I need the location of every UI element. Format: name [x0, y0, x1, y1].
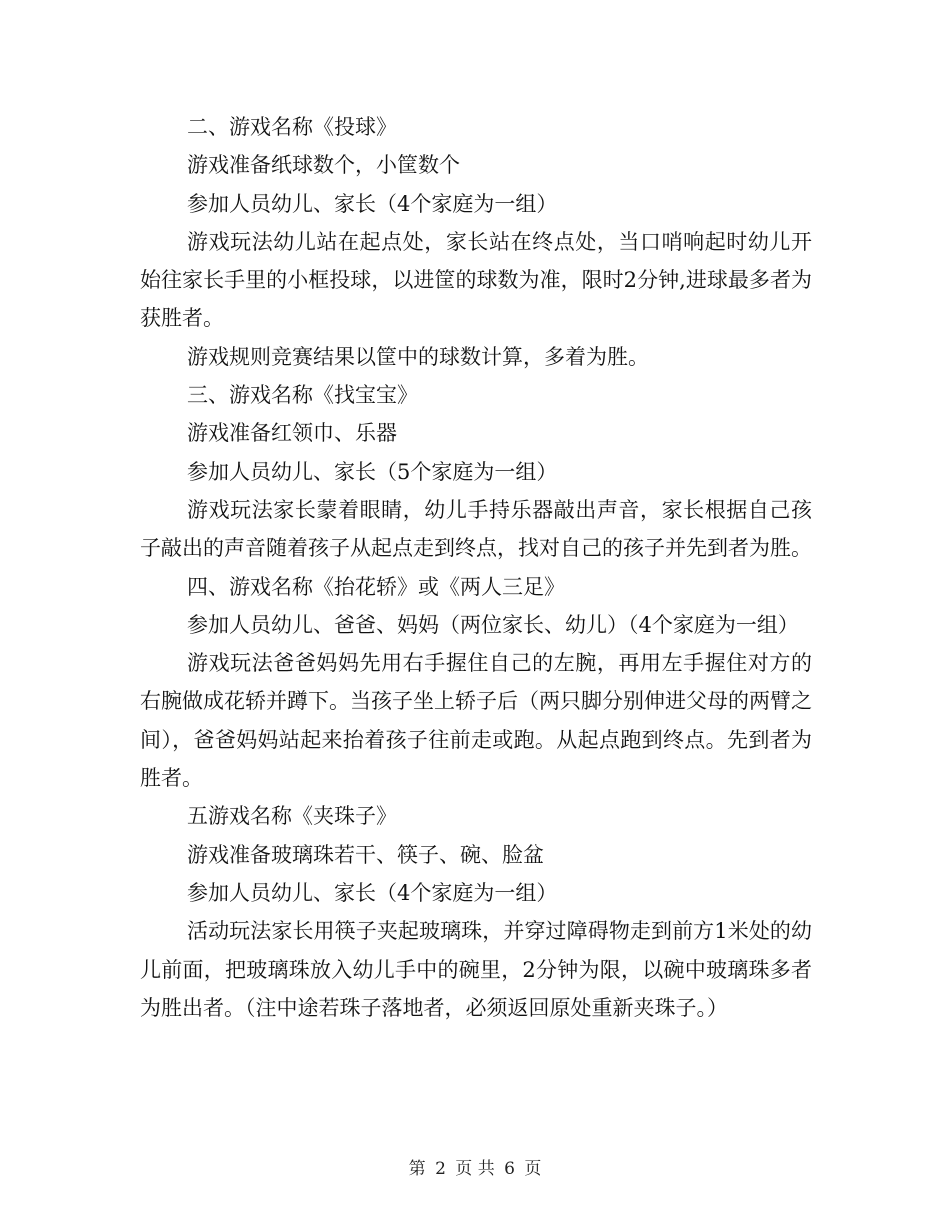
paragraph: 参加人员幼儿、家长（4个家庭为一组） — [187, 880, 558, 905]
paragraph: 游戏玩法幼儿站在起点处，家长站在终点处，当口哨响起时幼儿开始往家长手里的小框投球，以进筐的球数为准，限时2分钟,进球最多者为获胜者。 — [140, 229, 812, 331]
paragraph: 游戏规则竞赛结果以筐中的球数计算，多着为胜。 — [187, 344, 649, 369]
page-footer — [0, 1154, 950, 1179]
paragraph: 参加人员幼儿、爸爸、妈妈（两位家长、幼儿）（4个家庭为一组） — [187, 612, 799, 637]
paragraph: 参加人员幼儿、家长（5个家庭为一组） — [187, 459, 558, 484]
footer-page-number: 2 — [435, 1159, 446, 1179]
footer-prefix: 第 — [408, 1159, 426, 1179]
paragraph: 游戏准备玻璃珠若干、筷子、碗、脸盆 — [187, 842, 544, 867]
footer-suffix: 页 — [524, 1159, 542, 1179]
paragraph: 活动玩法家长用筷子夹起玻璃珠，并穿过障碍物走到前方1米处的幼儿前面，把玻璃珠放入幼儿手中的碗里，2分钟为限，以碗中玻璃珠多者为胜出者。（注中途若珠子落地者，必须返回原处重新夹珠子。） — [140, 919, 812, 1020]
paragraph: 游戏玩法爸爸妈妈先用右手握住自己的左腕，再用左手握住对方的右腕做成花轿并蹲下。当孩子坐上轿子后（两只脚分别伸进父母的两臂之间），爸爸妈妈站起来抬着孩子往前走或跑。从起点跑到终点。先到者为胜者。 — [140, 651, 812, 791]
footer-total-pages: 6 — [504, 1159, 515, 1179]
section-heading-3: 三、游戏名称《找宝宝》 — [187, 383, 418, 408]
paragraph: 游戏准备纸球数个，小筐数个 — [187, 153, 460, 178]
document-body — [140, 108, 812, 1027]
section-heading-4: 四、游戏名称《抬花轿》或《两人三足》 — [187, 574, 565, 599]
paragraph: 参加人员幼儿、家长（4个家庭为一组） — [187, 191, 558, 216]
section-heading-5: 五游戏名称《夹珠子》 — [187, 804, 397, 829]
section-heading-2: 二、游戏名称《投球》 — [187, 115, 397, 139]
paragraph: 游戏玩法家长蒙着眼睛，幼儿手持乐器敲出声音，家长根据自己孩子敲出的声音随着孩子从起点走到终点，找对自己的孩子并先到者为胜。 — [140, 497, 812, 561]
paragraph: 游戏准备红领巾、乐器 — [187, 421, 397, 446]
footer-middle: 页 共 — [455, 1159, 495, 1179]
